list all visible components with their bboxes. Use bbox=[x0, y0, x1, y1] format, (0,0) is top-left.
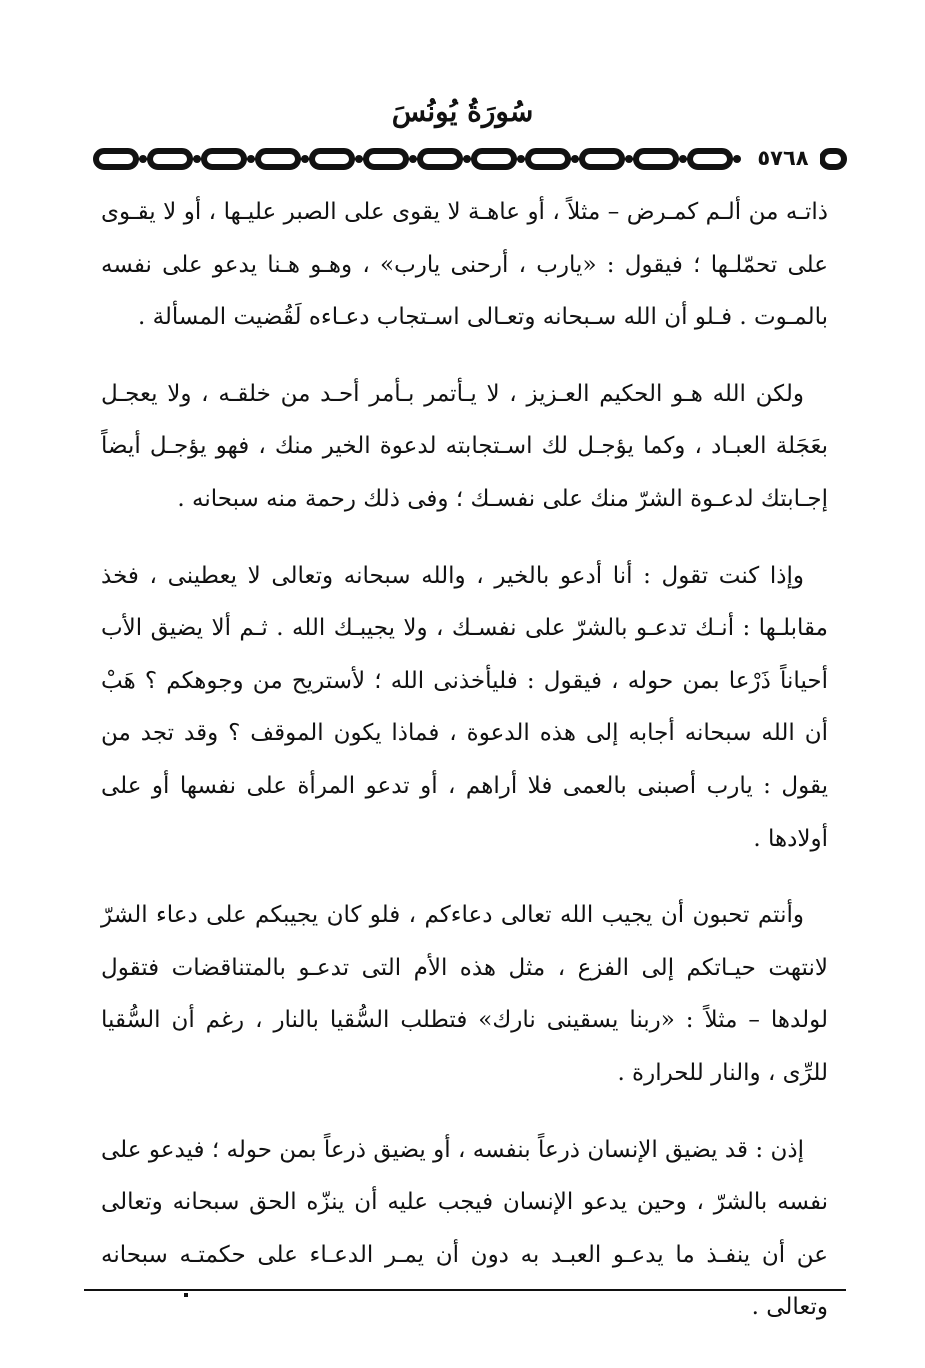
paragraph: إذن : قد يضيق الإنسان ذرعاً بنفسه ، أو يضيق ذرعاً بمن حوله ؛ فيدعو على نفسه بالشرّ ، وحين يدعو الإنسان فيجب عليه أن ينزّه الحق سبحانه وتعالى عن أن ينفـذ ما يدعـو العبـد به دون أن يمـر الدعـاء على حكمتـه سبحانه وتعالى . bbox=[101, 1136, 828, 1321]
surah-title: سُورَةُ يُونُسَ bbox=[391, 95, 534, 128]
paragraph: وإذا كنت تقول : أنا أدعو بالخير ، والله سبحانه وتعالى لا يعطينى ، فخذ مقابلـها : أنـك تدعـو بالشرّ على نفسـك ، ولا يجيبـك الله . ثـم ألا يضيق الأب أحياناً ذَرْعا بمن حوله ، فيقول : فليأخذنى الله ؛ لأستريح من وجوهكم ؟ هَبْ أن الله سبحانه أجابه إلى هذه الدعوة ، فماذا يكون الموقف ؟ وقد تجد من يقول : يارب أصبنى بالعمى فلا أراهم ، أو تدعو المرأة على نفسها أو على أولادها . bbox=[101, 562, 828, 852]
page-number: ٥٧٦٨ bbox=[746, 144, 820, 172]
footer-divider bbox=[84, 1289, 846, 1291]
paragraph: وأنتم تحبون أن يجيب الله تعالى دعاءكم ، فلو كان يجيبكم على دعاء الشرّ لانتهت حيـاتكم إلى الفزع ، مثل هذه الأم التى تدعـو بالمتناقضات فتقول لولدها – مثلاً : «ربنا يسقينى نارك» فتطلب السُّقيا بالنار ، رغم أن السُّقيا للرِّى ، والنار للحرارة . bbox=[101, 902, 828, 1086]
footer-mark bbox=[184, 1293, 188, 1297]
paragraph: ولكن الله هـو الحكيم العـزيز ، لا يـأتمر بـأمر أحـد من خلقـه ، ولا يعجـل بعَجَلة العبـاد ، وكما يؤجـل لك اسـتجابته لدعوة الخير منك ، فهو يؤجـل أيضاً إجـابتك لدعـوة الشرّ منك على نفسـك ؛ وفى ذلك رحمة منه سبحانه . bbox=[101, 380, 828, 512]
ornamental-header-rule bbox=[88, 145, 848, 173]
paragraph: ذاتـه من ألـم كمـرض – مثلاً ، أو عاهـة لا يقوى على الصبر عليـها ، أو لا يقـوى على تحمّلـها ؛ فيقول : «يارب ، أرحنى يارب» ، وهـو هـنا يدعو على نفسه بالمـوت . فـلو أن الله سـبحانه وتعـالى اسـتجاب دعـاءه لَقُضيت المسألة . bbox=[101, 199, 828, 331]
body-text bbox=[101, 186, 828, 1358]
